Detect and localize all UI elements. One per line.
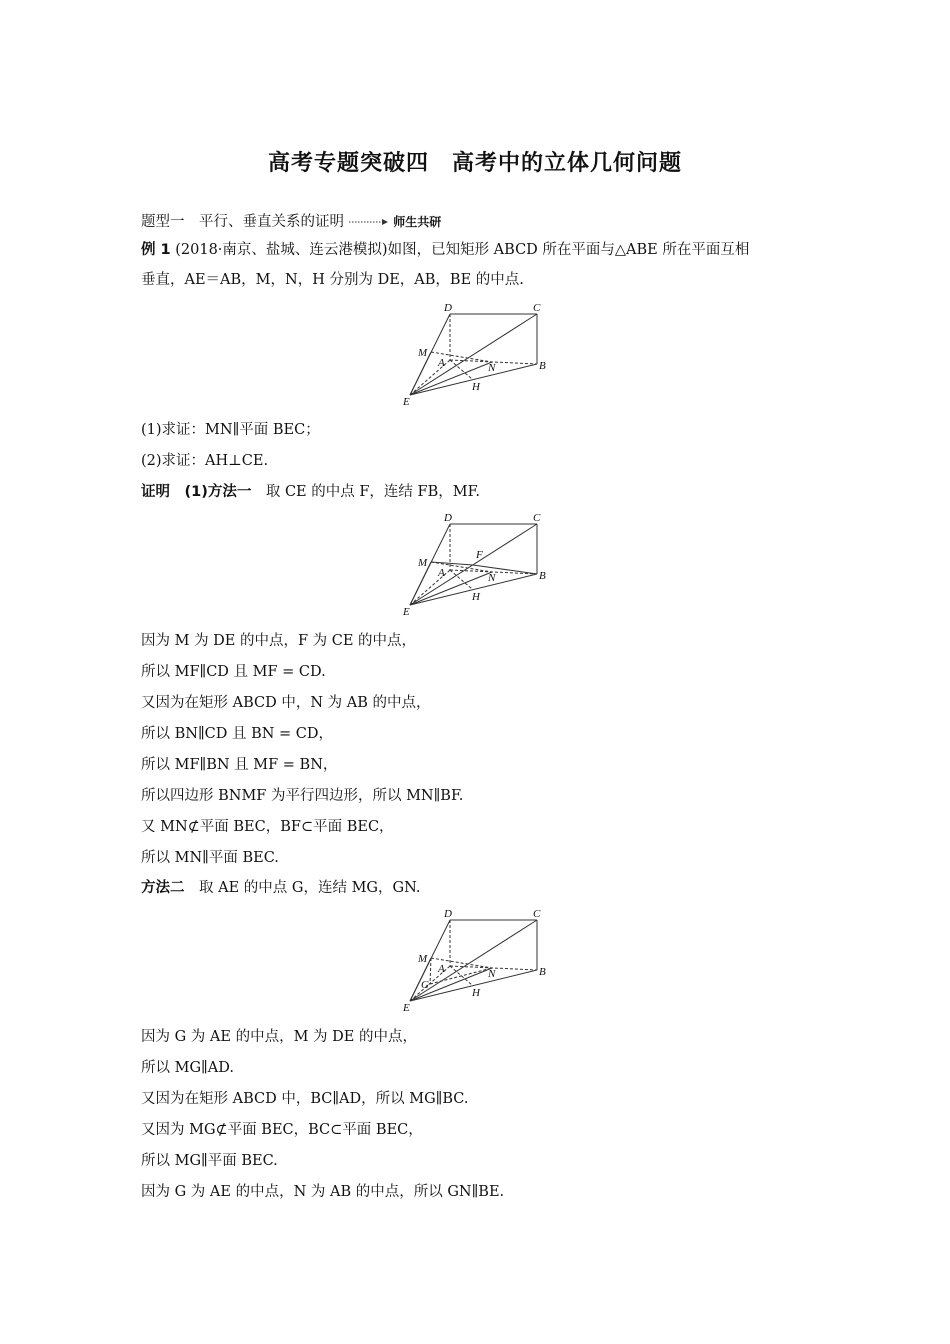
label-E: E bbox=[403, 1002, 410, 1014]
label-G: G bbox=[421, 979, 429, 991]
label-D: D bbox=[444, 302, 452, 314]
label-N: N bbox=[488, 362, 496, 374]
method1-line-6: 所以四边形 BNMF 为平行四边形，所以 MN∥BF. bbox=[141, 788, 464, 804]
example-line-2: 垂直，AE＝AB，M，N，H 分别为 DE，AB，BE 的中点. bbox=[141, 272, 524, 288]
method1-line-3: 又因为在矩形 ABCD 中，N 为 AB 的中点， bbox=[141, 695, 431, 711]
example-label: 例 1 bbox=[141, 242, 171, 258]
method2-text: 取 AE 的中点 G，连结 MG，GN. bbox=[184, 880, 421, 896]
method2-line-6: 因为 G 为 AE 的中点，N 为 AB 的中点，所以 GN∥BE. bbox=[141, 1184, 505, 1200]
method2-heading bbox=[141, 878, 420, 898]
section-tag: 师生共研 bbox=[393, 215, 442, 229]
label-H: H bbox=[472, 591, 480, 603]
label-B: B bbox=[539, 570, 546, 582]
label-M: M bbox=[418, 557, 428, 569]
method2-line-2: 所以 MG∥AD. bbox=[141, 1060, 234, 1076]
method1-line-5: 所以 MF∥BN 且 MF = BN， bbox=[141, 757, 338, 773]
label-M: M bbox=[418, 347, 428, 359]
question-1: (1)求证：MN∥平面 BEC； bbox=[141, 422, 320, 438]
method1-line-1: 因为 M 为 DE 的中点，F 为 CE 的中点， bbox=[141, 633, 417, 649]
proof-text: 取 CE 的中点 F，连结 FB，MF. bbox=[251, 484, 480, 500]
label-D: D bbox=[444, 512, 452, 524]
proof-label: 证明 (1)方法一 bbox=[141, 484, 252, 500]
method1-line-8: 所以 MN∥平面 BEC. bbox=[141, 850, 279, 866]
page-title: 高考专题突破四 高考中的立体几何问题 bbox=[267, 151, 682, 176]
method1-line-7: 又 MN⊄平面 BEC，BF⊂平面 BEC， bbox=[141, 819, 394, 835]
label-A: A bbox=[438, 357, 445, 369]
label-H: H bbox=[472, 381, 480, 393]
label-C: C bbox=[533, 908, 541, 920]
figure-3 bbox=[400, 904, 560, 1016]
figure-2 bbox=[400, 508, 560, 620]
label-B: B bbox=[539, 966, 546, 978]
method2-line-3: 又因为在矩形 ABCD 中，BC∥AD，所以 MG∥BC. bbox=[141, 1091, 469, 1107]
example-line-1 bbox=[141, 240, 749, 260]
label-H: H bbox=[472, 987, 480, 999]
method2-line-1: 因为 G 为 AE 的中点，M 为 DE 的中点， bbox=[141, 1029, 417, 1045]
label-A: A bbox=[438, 963, 445, 975]
label-E: E bbox=[403, 396, 410, 408]
example-text: (2018·南京、盐城、连云港模拟)如图，已知矩形 ABCD 所在平面与△ABE 所在平面互相 bbox=[170, 242, 750, 258]
label-B: B bbox=[539, 360, 546, 372]
label-M: M bbox=[418, 953, 428, 965]
label-D: D bbox=[444, 908, 452, 920]
method2-label: 方法二 bbox=[141, 880, 185, 896]
label-C: C bbox=[533, 512, 541, 524]
method2-line-5: 所以 MG∥平面 BEC. bbox=[141, 1153, 278, 1169]
section-heading bbox=[141, 210, 441, 231]
proof-heading bbox=[141, 482, 480, 502]
method1-line-2: 所以 MF∥CD 且 MF = CD. bbox=[141, 664, 326, 680]
dotted-arrow-icon bbox=[349, 217, 389, 227]
question-2: (2)求证：AH⊥CE. bbox=[141, 453, 269, 469]
label-E: E bbox=[403, 606, 410, 618]
figure-1 bbox=[400, 298, 560, 410]
method1-line-4: 所以 BN∥CD 且 BN = CD， bbox=[141, 726, 334, 742]
method2-line-4: 又因为 MG⊄平面 BEC，BC⊂平面 BEC， bbox=[141, 1122, 423, 1138]
label-N: N bbox=[488, 968, 496, 980]
label-F: F bbox=[476, 549, 483, 561]
label-C: C bbox=[533, 302, 541, 314]
label-N: N bbox=[488, 572, 496, 584]
label-A: A bbox=[438, 567, 445, 579]
section-label: 题型一 平行、垂直关系的证明 bbox=[141, 214, 344, 230]
